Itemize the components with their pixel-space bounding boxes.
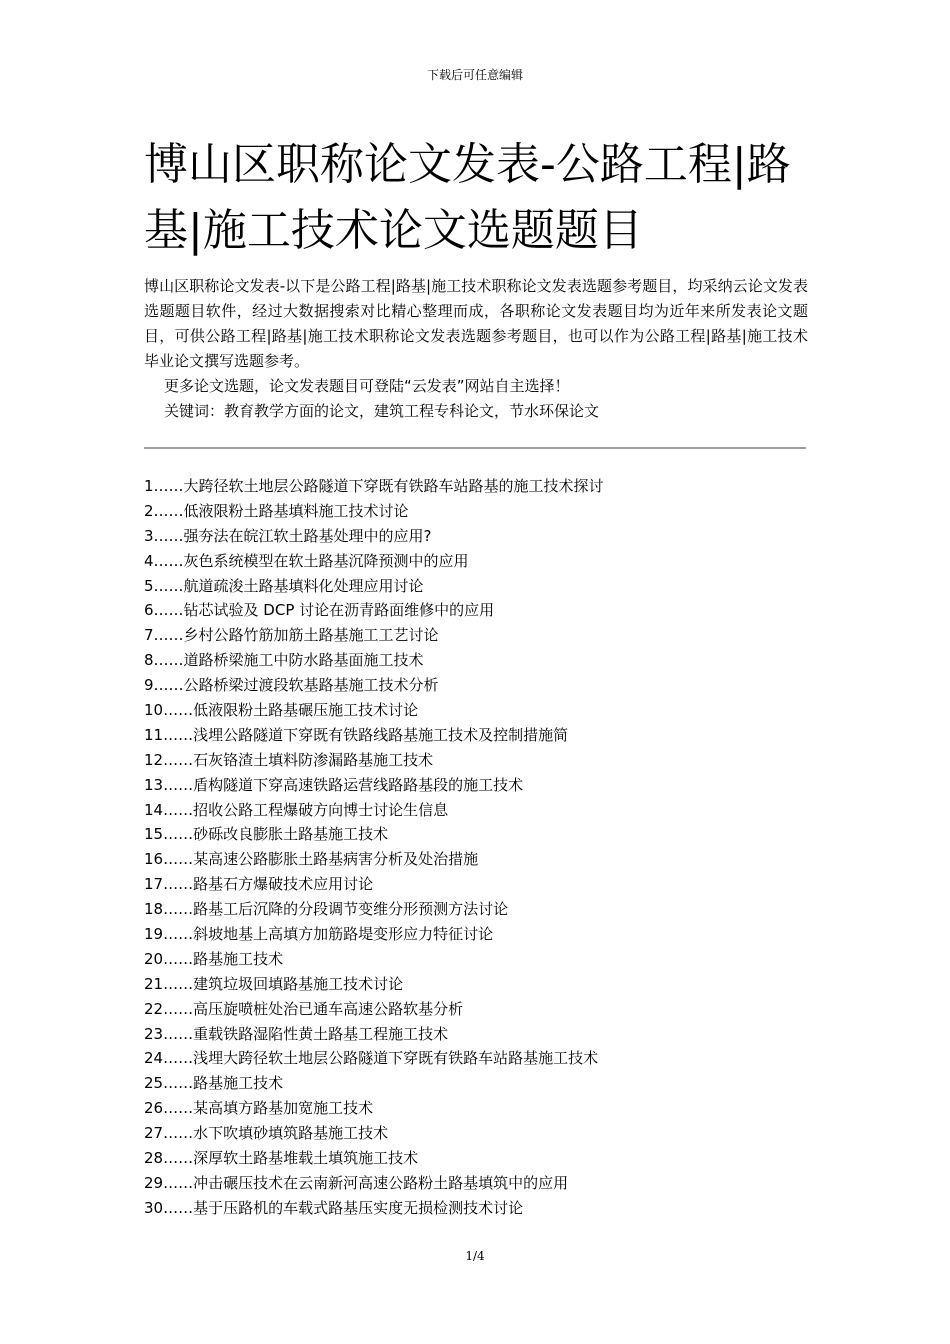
- topic-item: 2……低液限粉土路基填料施工技术讨论: [144, 501, 409, 520]
- topic-item: 21……建筑垃圾回填路基施工技术讨论: [144, 974, 404, 993]
- topic-list: [144, 474, 814, 1221]
- topic-item: 3……强夯法在皖江软土路基处理中的应用?: [144, 526, 432, 545]
- topic-item: 14……招收公路工程爆破方向博士讨论生信息: [144, 800, 449, 819]
- topic-item: 15……砂砾改良膨胀土路基施工技术: [144, 825, 389, 844]
- topic-item: 27……水下吹填砂填筑路基施工技术: [144, 1124, 389, 1143]
- topic-item: 28……深厚软土路基堆载土填筑施工技术: [144, 1149, 419, 1168]
- topic-item: 24……浅埋大跨径软土地层公路隧道下穿既有铁路车站路基施工技术: [144, 1049, 599, 1068]
- topic-item: 17……路基石方爆破技术应用讨论: [144, 875, 374, 894]
- topic-item: 9……公路桥梁过渡段软基路基施工技术分析: [144, 676, 439, 695]
- section-divider: [144, 447, 806, 449]
- topic-item: 18……路基工后沉降的分段调节变维分形预测方法讨论: [144, 900, 509, 919]
- intro-paragraph: 博山区职称论文发表-以下是公路工程|路基|施工技术职称论文发表选题参考题目，均采纳云论文发表选题题目软件，经过大数据搜索对比精心整理而成，各职称论文发表题目均为近年来所发表论文题目，可供公路工程|路基|施工技术职称论文发表选题参考题目，也可以作为公路工程|路基|施工技术毕业论文撰写选题参考。: [144, 277, 808, 370]
- topic-item: 10……低液限粉土路基碾压施工技术讨论: [144, 701, 419, 720]
- topic-item: 13……盾构隧道下穿高速铁路运营线路路基段的施工技术: [144, 775, 524, 794]
- topic-item: 8……道路桥梁施工中防水路基面施工技术: [144, 651, 424, 670]
- topic-item: 11……浅埋公路隧道下穿既有铁路线路基施工技术及控制措施简: [144, 725, 569, 744]
- page-number: 1/4: [465, 1249, 485, 1263]
- topic-item: 29……冲击碾压技术在云南新河高速公路粉土路基填筑中的应用: [144, 1173, 569, 1192]
- page-title: 博山区职称论文发表-公路工程|路基|施工技术论文选题题目: [144, 139, 791, 256]
- topic-item: 25……路基施工技术: [144, 1074, 284, 1093]
- topic-item: 26……某高填方路基加宽施工技术: [144, 1099, 374, 1118]
- topic-item: 23……重载铁路湿陷性黄土路基工程施工技术: [144, 1024, 449, 1043]
- topic-item: 5……航道疏浚土路基填料化处理应用讨论: [144, 576, 424, 595]
- topic-item: 1……大跨径软土地层公路隧道下穿既有铁路车站路基的施工技术探讨: [144, 477, 604, 495]
- keywords-line: 关键词：教育教学方面的论文，建筑工程专科论文，节水环保论文: [164, 402, 600, 420]
- topic-item: 12……石灰铬渣土填料防渗漏路基施工技术: [144, 750, 434, 769]
- topic-item: 4……灰色系统模型在软土路基沉降预测中的应用: [144, 551, 469, 570]
- more-topics-note: 更多论文选题，论文发表题目可登陆“云发表”网站自主选择！: [164, 377, 570, 395]
- topic-item: 16……某高速公路膨胀土路基病害分析及处治措施: [144, 850, 479, 869]
- topic-item: 22……高压旋喷桩处治已通车高速公路软基分析: [144, 999, 464, 1018]
- topic-item: 20……路基施工技术: [144, 949, 284, 968]
- topic-item: 7……乡村公路竹筋加筋土路基施工工艺讨论: [144, 626, 439, 645]
- topic-item: 19……斜坡地基上高填方加筋路堤变形应力特征讨论: [144, 925, 494, 944]
- topic-item: 30……基于压路机的车载式路基压实度无损检测技术讨论: [144, 1198, 524, 1217]
- topic-item: 6……钻芯试验及 DCP 讨论在沥青路面维修中的应用: [144, 601, 495, 620]
- header-note: 下载后可任意编辑: [426, 68, 523, 82]
